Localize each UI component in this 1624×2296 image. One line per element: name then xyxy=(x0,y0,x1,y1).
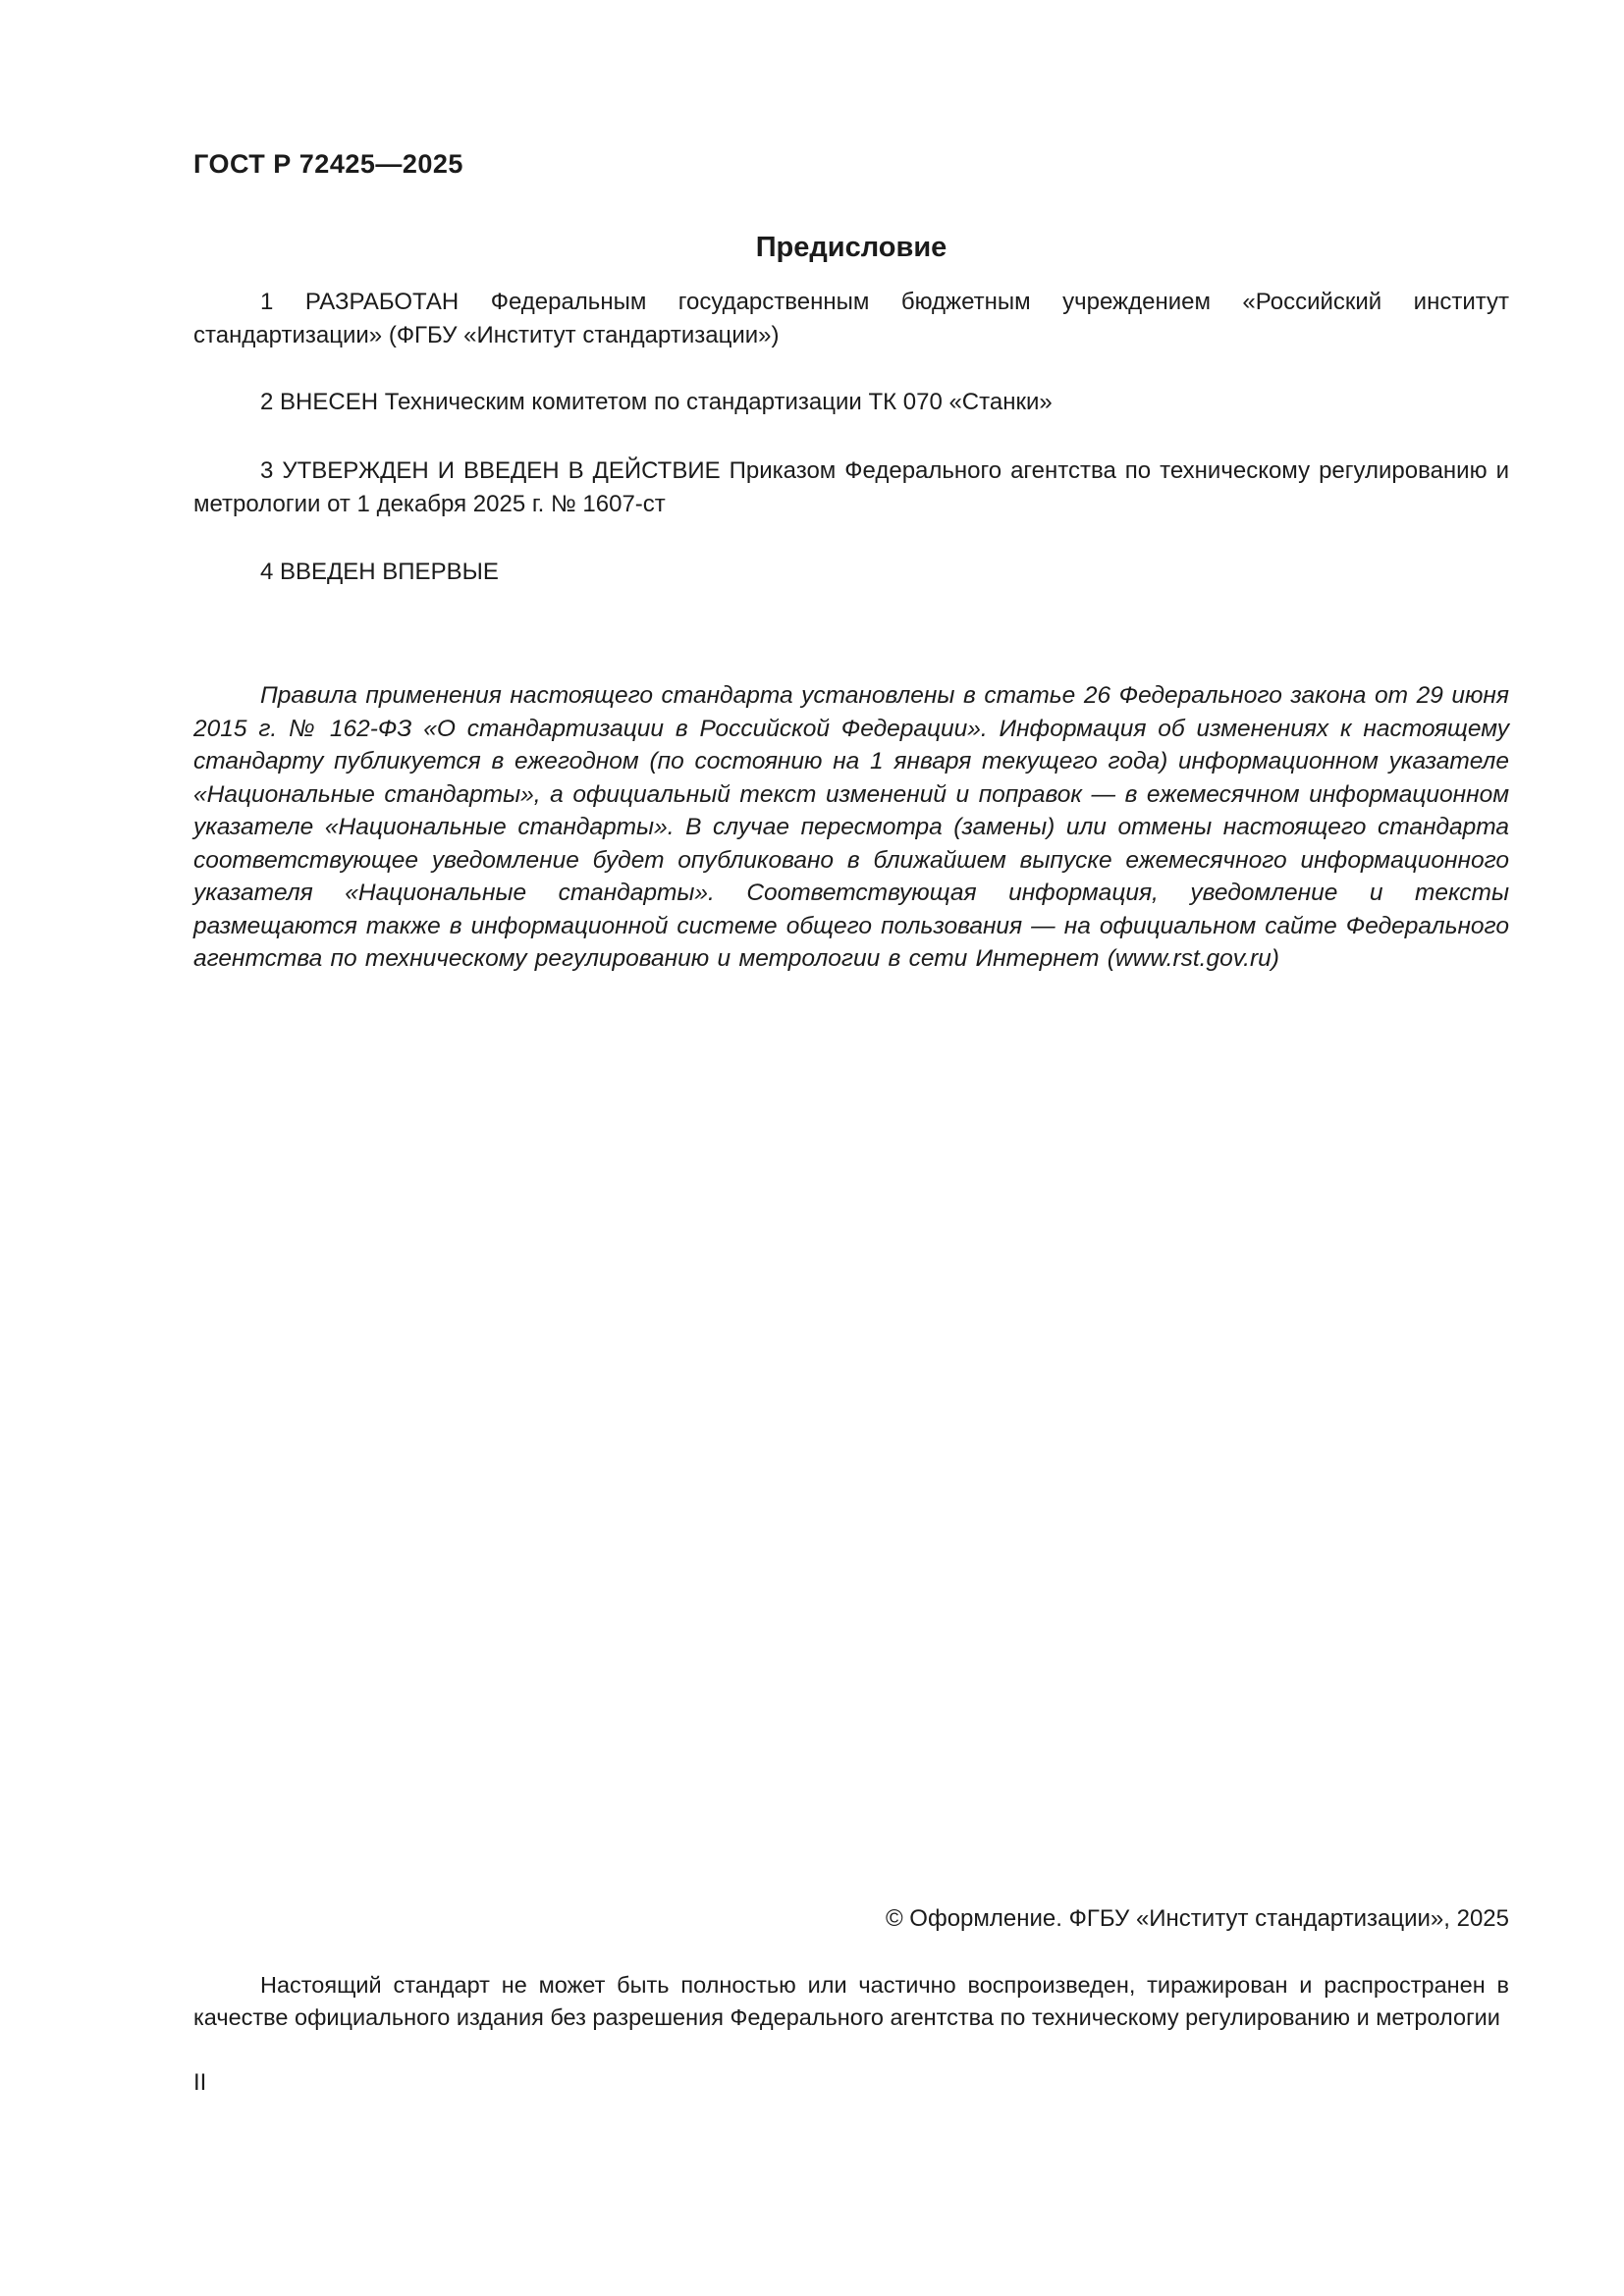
page-number: II xyxy=(193,2069,207,2096)
foreword-item-submitted: 2 ВНЕСЕН Техническим комитетом по стандартизации ТК 070 «Станки» xyxy=(260,389,1053,415)
foreword-item-first-introduced: 4 ВВЕДЕН ВПЕРВЫЕ xyxy=(260,559,499,585)
copyright-line: © Оформление. ФГБУ «Институт стандартизации», 2025 xyxy=(885,1905,1509,1932)
legal-application-note: Правила применения настоящего стандарта установлены в статье 26 Федерального закона от 29 июня 2015 г. № 162-ФЗ «О стандартизации в Российской Федерации». Информация об изменениях к настоящему стандарту публикуется в ежегодном (по состоянию на 1 января текущего года) информационном указателе «Национальные стандарты», а официальный текст изменений и поправок — в ежемесячном информационном указателе «Национальные стандарты». В случае пересмотра (замены) или отмены настоящего стандарта соответствующее уведомление будет опубликовано в ближайшем выпуске ежемесячного информационного указателя «Национальные стандарты». Соответствующая информация, уведомление и тексты размещаются также в информационной системе общего пользования — на официальном сайте Федерального агентства по техническому регулированию и метрологии в сети Интернет (www.rst.gov.ru) xyxy=(193,682,1509,972)
foreword-item-approved: 3 УТВЕРЖДЕН И ВВЕДЕН В ДЕЙСТВИЕ Приказом Федерального агентства по техническому регулированию и метрологии от 1 декабря 2025 г. № 1607-ст xyxy=(193,457,1509,517)
foreword-item-developed: 1 РАЗРАБОТАН Федеральным государственным бюджетным учреждением «Российский институт стандартизации» (ФГБУ «Институт стандартизации») xyxy=(193,289,1509,348)
reproduction-notice: Настоящий стандарт не может быть полностью или частично воспроизведен, тиражирован и распространен в качестве официального издания без разрешения Федерального агентства по техническому регулированию и метрологии xyxy=(193,1972,1509,2030)
page-title: Предисловие xyxy=(755,232,947,263)
standard-designation: ГОСТ Р 72425—2025 xyxy=(193,149,463,179)
